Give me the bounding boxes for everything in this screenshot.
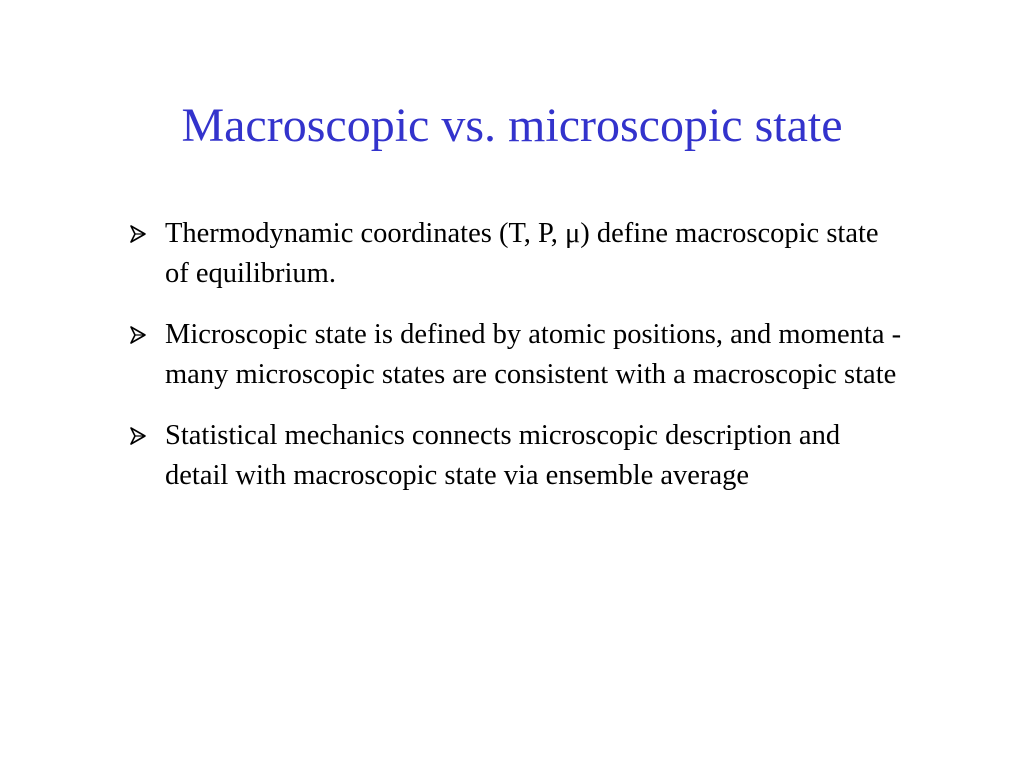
arrowhead-bullet-icon — [128, 214, 152, 254]
slide-title: Macroscopic vs. microscopic state — [181, 99, 843, 152]
bullet-item — [128, 214, 908, 294]
bullet-text: Statistical mechanics connects microscopic description and detail with macroscopic state via ensemble average — [165, 420, 841, 491]
arrowhead-bullet-icon — [128, 416, 152, 456]
bullet-item — [128, 315, 908, 395]
bullet-item — [128, 416, 908, 496]
bullet-text: Microscopic state is defined by atomic positions, and momenta - many microscopic states are consistent with a macroscopic state — [165, 319, 902, 390]
bullet-list — [128, 214, 908, 517]
bullet-text: Thermodynamic coordinates (T, P, μ) define macroscopic state of equilibrium. — [165, 218, 879, 289]
arrowhead-bullet-icon — [128, 315, 152, 355]
